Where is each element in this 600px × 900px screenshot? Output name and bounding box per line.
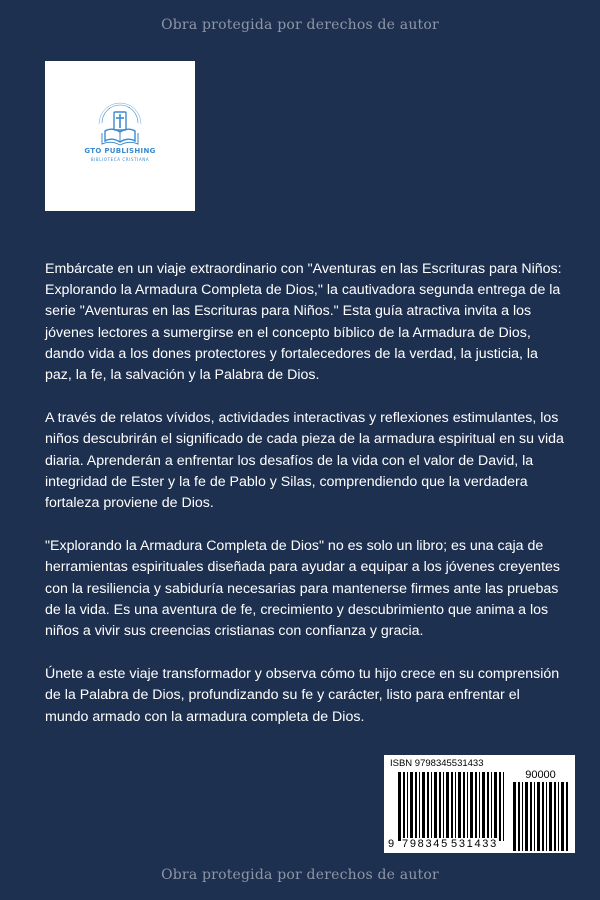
description-paragraph: Únete a este viaje transformador y observa cómo tu hijo crece en su comprensión de la Palabra de Dios, profundizando su fe y carácter, listo para enfrentar el mundo armado con la armadura completa de Dios. bbox=[45, 666, 560, 725]
barcode-right-digits: 531433 bbox=[451, 838, 498, 850]
book-cross-icon bbox=[45, 61, 195, 211]
book-description bbox=[45, 259, 565, 750]
copyright-watermark-top: Obra protegida por derechos de autor bbox=[161, 17, 439, 33]
description-paragraph: Embárcate en un viaje extraordinario con "Aventuras en las Escrituras para Niños: Explorando la Armadura Completa de Dios," la cautivadora segunda entrega de la serie "Aventuras en las Escrituras para Niños." Esta guía atractiva invita a los jóvenes lectores a sumergirse en el concepto bíblico de la Armadura de Dios, dando vida a los dones protectores y fortalecedores de la verdad, la justicia, la paz, la fe, la salvación y la Palabra de Dios. bbox=[45, 261, 562, 384]
price-code: 90000 bbox=[525, 769, 556, 781]
copyright-watermark-bottom: Obra protegida por derechos de autor bbox=[161, 867, 439, 883]
barcode-left-digits: 798345 bbox=[402, 838, 449, 850]
barcode-first-digit: 9 bbox=[388, 838, 395, 850]
publisher-logo bbox=[45, 61, 195, 211]
isbn-barcode bbox=[384, 755, 575, 853]
isbn-label: ISBN 9798345531433 bbox=[390, 758, 484, 769]
description-paragraph: A través de relatos vívidos, actividades interactivas y reflexiones estimulantes, los niños descubrirán el significado de cada pieza de la armadura espiritual en su vida diaria. Aprenderán a enfrentar los desafíos de la vida con el valor de David, la integridad de Ester y la fe de Pablo y Silas, comprendiendo que la verdadera fortaleza proviene de Dios. bbox=[45, 410, 564, 512]
publisher-name: GTO PUBLISHING bbox=[84, 147, 156, 155]
publisher-tagline: BIBLIOTECA CRISTIANA bbox=[90, 157, 150, 162]
description-paragraph: "Explorando la Armadura Completa de Dios" no es solo un libro; es una caja de herramientas espirituales diseñada para ayudar a equipar a los jóvenes creyentes con la resiliencia y sabiduría necesarias para mantenerse firmes ante las pruebas de la vida. Es una aventura de fe, crecimiento y descubrimiento que anima a los niños a vivir sus creencias cristianas con confianza y gracia. bbox=[45, 538, 560, 640]
